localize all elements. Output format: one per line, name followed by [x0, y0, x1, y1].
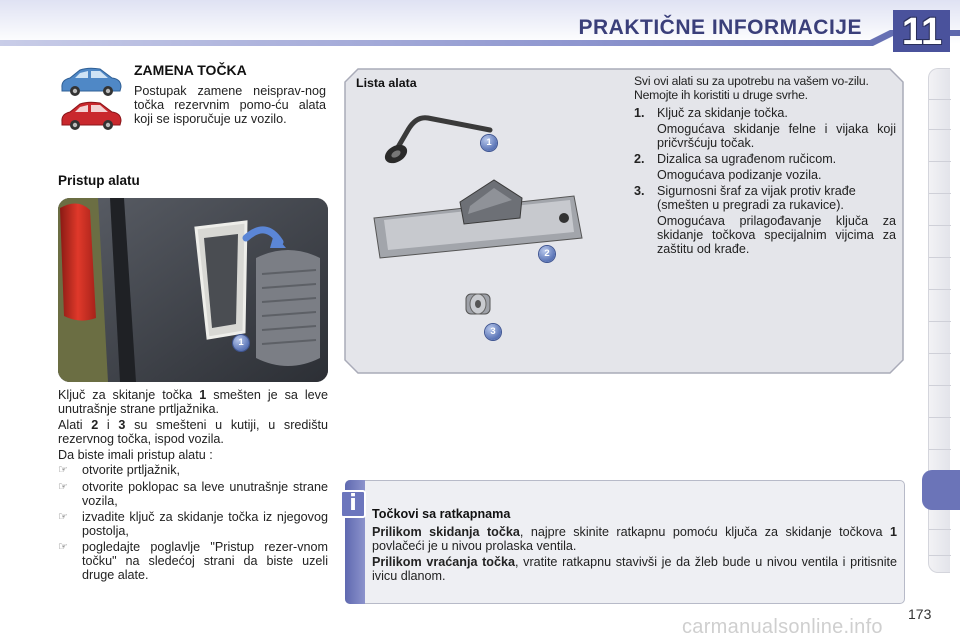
tab-divider — [929, 385, 951, 386]
section-title: ZAMENA TOČKA — [134, 62, 247, 78]
tab-divider — [929, 99, 951, 100]
text-run: , vratite ratkapnu stavivši je da žleb bude u nivou ventila i pritisnite ivicu dlanom. — [372, 555, 897, 583]
bullet-text: otvorite prtljažnik, — [82, 463, 180, 477]
bullet-text: izvadite ključ za skidanje točka iz njegovog postolja, — [82, 510, 328, 538]
access-paragraph-2 — [58, 418, 328, 446]
tool-ref: 3 — [118, 418, 126, 432]
page-number: 173 — [908, 606, 932, 622]
tab-divider — [929, 257, 951, 258]
tool-3-badge: 3 — [485, 324, 501, 340]
tool-item-3 — [634, 184, 896, 212]
tools-intro: Svi ovi alati su za upotrebu na vašem vo-zilu. Nemojte ih koristiti u druge svrhe. — [634, 74, 869, 102]
text-run: Alati — [58, 418, 92, 432]
tab-divider — [929, 353, 951, 354]
tab-divider — [929, 193, 951, 194]
red-car-icon — [58, 100, 124, 132]
bullet-text: otvorite poklopac sa leve unutrašnje strane vozila, — [82, 480, 328, 508]
pointer-icon: ☞ — [58, 481, 68, 493]
list-item — [58, 540, 328, 582]
text-run-bold: Prilikom skidanja točka — [372, 525, 520, 539]
tab-divider — [929, 555, 951, 556]
pointer-icon: ☞ — [58, 511, 68, 523]
trunk-photo — [58, 198, 328, 382]
tool-item-2 — [634, 152, 896, 166]
text-run: Ključ za skitanje točka — [58, 388, 200, 402]
tab-divider — [929, 129, 951, 130]
pointer-icon: ☞ — [58, 541, 68, 553]
anti-theft-socket-drawing — [466, 294, 490, 314]
tab-divider — [929, 529, 951, 530]
text-run: i — [98, 418, 119, 432]
text-run: , najpre skinite ratkapnu pomoću ključa za skidanje točkova — [519, 525, 890, 539]
tool-desc-3: Omogućava prilagođavanje ključa za skidanje točkova specijalnim vijcima za zaštitu od krađe. — [657, 214, 896, 256]
access-paragraph-3: Da biste imali pristup alatu : — [58, 448, 213, 462]
tab-divider — [929, 289, 951, 290]
tool-name: Sigurnosni šraf za vijak protiv krađe (smešten u pregradi za rukavice). — [657, 184, 856, 212]
tools-list-label: Lista alata — [356, 76, 417, 90]
tool-desc-2: Omogućava podizanje vozila. — [657, 168, 822, 182]
tool-number: 2. — [634, 152, 645, 166]
tool-1-badge: 1 — [233, 335, 249, 351]
tool-name: Dizalica sa ugrađenom ručicom. — [657, 152, 837, 166]
tool-item-1 — [634, 106, 896, 120]
watermark: carmanualsonline.info — [682, 616, 883, 638]
tool-ref: 1 — [889, 525, 897, 539]
section-intro: Postupak zamene neisprav-nog točka rezervnim pomo-ću alata koji se isporučuje uz vozilo. — [134, 84, 326, 126]
info-paragraph-2 — [372, 555, 897, 583]
active-chapter-tab[interactable] — [922, 470, 960, 510]
tab-divider — [929, 225, 951, 226]
tool-desc-1: Omogućava skidanje felne i vijaka koji pričvršćuju točak. — [657, 122, 896, 150]
tab-divider — [929, 161, 951, 162]
text-run-bold: Prilikom vraćanja točka — [372, 555, 515, 569]
chapter-number: 11 — [901, 11, 943, 53]
tool-number: 3. — [634, 184, 645, 198]
page-title: PRAKTIČNE INFORMACIJE — [578, 16, 862, 39]
tool-2-badge: 2 — [539, 246, 555, 262]
list-item — [58, 480, 328, 508]
info-title: Točkovi sa ratkapnama — [372, 507, 511, 521]
access-paragraph-1 — [58, 388, 328, 416]
list-item — [58, 510, 328, 538]
list-item — [58, 463, 328, 477]
tab-divider — [929, 321, 951, 322]
tool-1-badge: 1 — [481, 135, 497, 151]
info-icon: i — [340, 490, 366, 518]
tool-name: Ključ za skidanje točka. — [657, 106, 788, 120]
tab-divider — [929, 449, 951, 450]
access-heading: Pristup alatu — [58, 173, 140, 188]
bullet-text: pogledajte poglavlje "Pristup rezer-vnom točku" na sledećoj strani da biste uzeli druge alate. — [82, 540, 328, 582]
text-run: povlačeći je u nivou prolaska ventila. — [372, 539, 577, 553]
text-run: su smešteni u kutiji, u središtu rezervnog točka, ispod vozila. — [58, 418, 328, 446]
pointer-icon: ☞ — [58, 464, 68, 476]
info-paragraph-1 — [372, 525, 897, 553]
tool-number: 1. — [634, 106, 645, 120]
trunk-illustration — [58, 198, 328, 382]
page-header — [0, 0, 960, 52]
blue-car-icon — [58, 66, 124, 98]
tab-divider — [929, 417, 951, 418]
tool-ref: 1 — [199, 388, 207, 402]
text-run: smešten je sa leve unutrašnje strane prtljažnika. — [58, 388, 328, 416]
tool-ref: 2 — [91, 418, 99, 432]
